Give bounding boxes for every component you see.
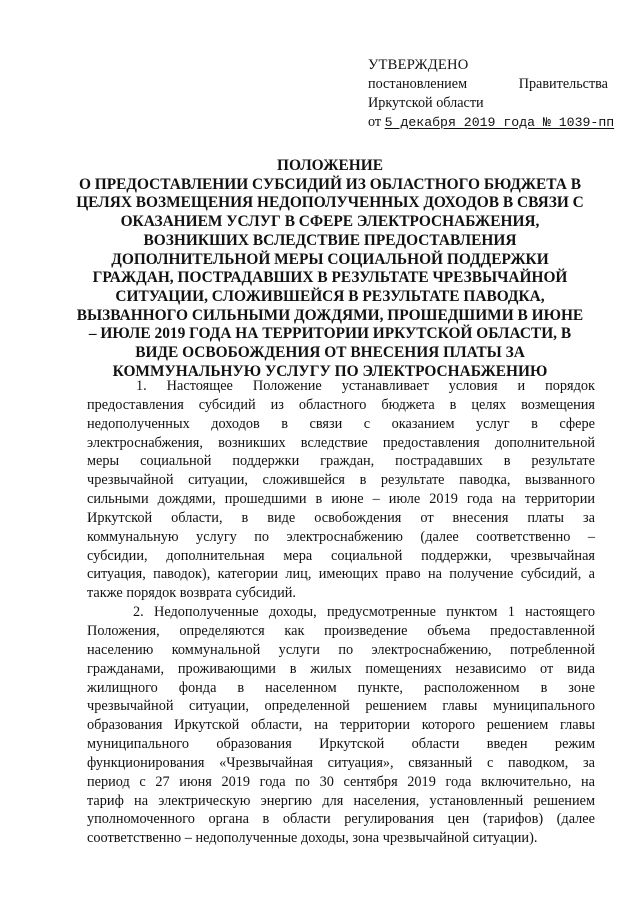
paragraph-1 <box>87 377 595 603</box>
paragraph-line: Иркутской области, в виде освобождения от внесения платы за <box>87 509 595 526</box>
approval-region: Иркутской области <box>368 95 484 111</box>
paragraph-line: коммунальную услугу по электроснабжению (далее соответственно – <box>87 528 595 545</box>
title-line: КОММУНАЛЬНУЮ УСЛУГУ ПО ЭЛЕКТРОСНАБЖЕНИЮ <box>112 362 548 380</box>
title-line: ДОПОЛНИТЕЛЬНОЙ МЕРЫ СОЦИАЛЬНОЙ ПОДДЕРЖКИ <box>111 250 549 268</box>
paragraph-line: функционирования «Чрезвычайная ситуация», связанный с паводком, за <box>87 754 595 771</box>
document-body <box>87 377 595 848</box>
title-line: О ПРЕДОСТАВЛЕНИИ СУБСИДИЙ ИЗ ОБЛАСТНОГО БЮДЖЕТА В <box>78 175 582 193</box>
paragraph-line: период с 27 июня 2019 года по 30 сентября 2019 года включительно, на <box>87 773 595 790</box>
approval-heading: УТВЕРЖДЕНО <box>368 57 469 73</box>
title-line: – ИЮЛЕ 2019 ГОДА НА ТЕРРИТОРИИ ИРКУТСКОЙ ОБЛАСТИ, В <box>88 325 572 343</box>
paragraph-line: жилищного фонда в населенном пункте, расположенном в зоне <box>87 679 595 696</box>
approval-stamp <box>368 56 615 132</box>
paragraph-line: образования Иркутской области, на территории которого решением главы <box>87 717 595 734</box>
title-line: ВЫЗВАННОГО СИЛЬНЫМИ ДОЖДЯМИ, ПРОШЕДШИМИ В ИЮНЕ <box>76 306 584 324</box>
title-line: ГРАЖДАН, ПОСТРАДАВШИХ В РЕЗУЛЬТАТЕ ЧРЕЗВЫЧАЙНОЙ <box>92 269 568 287</box>
title-line: СИТУАЦИИ, СЛОЖИВШЕЙСЯ В РЕЗУЛЬТАТЕ ПАВОДКА, <box>115 287 545 305</box>
paragraph-line: 2. Недополученные доходы, предусмотренные пунктом 1 настоящего <box>133 604 595 621</box>
paragraph-line: чрезвычайной ситуации, сложившейся в результате паводка, вызванного <box>87 472 595 489</box>
paragraph-line: субсидии, дополнительная мера социальной поддержки, чрезвычайная <box>87 547 595 564</box>
approval-date-line <box>368 113 615 132</box>
paragraph-line: 1. Настоящее Положение устанавливает условия и порядок <box>136 378 595 394</box>
title-line: ВИДЕ ОСВОБОЖДЕНИЯ ОТ ВНЕСЕНИЯ ПЛАТЫ ЗА <box>135 344 525 362</box>
paragraph-line: чрезвычайной ситуации, определенной решением главы муниципального <box>87 698 595 715</box>
paragraph-line: электроснабжения, возникших вследствие предоставления дополнительной <box>87 434 595 451</box>
paragraph-line: также порядок возврата субсидий. <box>87 585 296 602</box>
paragraph-line: гражданами, проживающими в жилых помещениях независимо от вида <box>87 660 595 677</box>
title-line: ПОЛОЖЕНИЕ <box>277 157 383 174</box>
approval-line-resolution <box>368 75 608 94</box>
paragraph-2 <box>87 603 595 848</box>
paragraph-line: населению коммунальной услуги по электроснабжению, потребленной <box>87 641 595 658</box>
title-line: ЦЕЛЯХ ВОЗМЕЩЕНИЯ НЕДОПОЛУЧЕННЫХ ДОХОДОВ В СВЯЗИ С <box>76 194 584 212</box>
document-title <box>76 157 584 381</box>
paragraph-line: соответственно – недополученные доходы, зона чрезвычайной ситуации). <box>87 830 538 847</box>
paragraph-line: ситуация, паводок), категории лиц, имеющих право на получение субсидий, а <box>87 566 595 583</box>
paragraph-line: предоставления субсидий из областного бюджета в целях возмещения <box>87 396 595 413</box>
approval-date-number: 5 декабря 2019 года № 1039-пп <box>384 115 615 130</box>
paragraph-line: меры социальной поддержки граждан, пострадавших в результате <box>87 453 595 470</box>
title-line: ВОЗНИКШИХ ВСЛЕДСТВИЕ ПРЕДОСТАВЛЕНИЯ <box>143 231 517 249</box>
paragraph-line: Положения, определяются как произведение объема предоставленной <box>87 622 595 639</box>
paragraph-line: сильными дождями, прошедшими в июне – июле 2019 года на территории <box>87 491 595 508</box>
approval-resolution-text: постановлением <box>368 76 468 92</box>
paragraph-line: муниципального образования Иркутской области введен режим <box>87 736 595 753</box>
title-line: ОКАЗАНИЕМ УСЛУГ В СФЕРЕ ЭЛЕКТРОСНАБЖЕНИЯ, <box>120 213 540 231</box>
approval-date-prefix: от <box>368 114 382 130</box>
paragraph-line: тариф на электрическую энергию для населения, установленный решением <box>87 792 595 809</box>
approval-government-text: Правительства <box>518 76 608 92</box>
paragraph-line: уполномоченного органа в области регулирования цен (тарифов) (далее <box>87 811 595 828</box>
paragraph-line: недополученных доходов в связи с оказанием услуг в сфере <box>87 415 595 432</box>
